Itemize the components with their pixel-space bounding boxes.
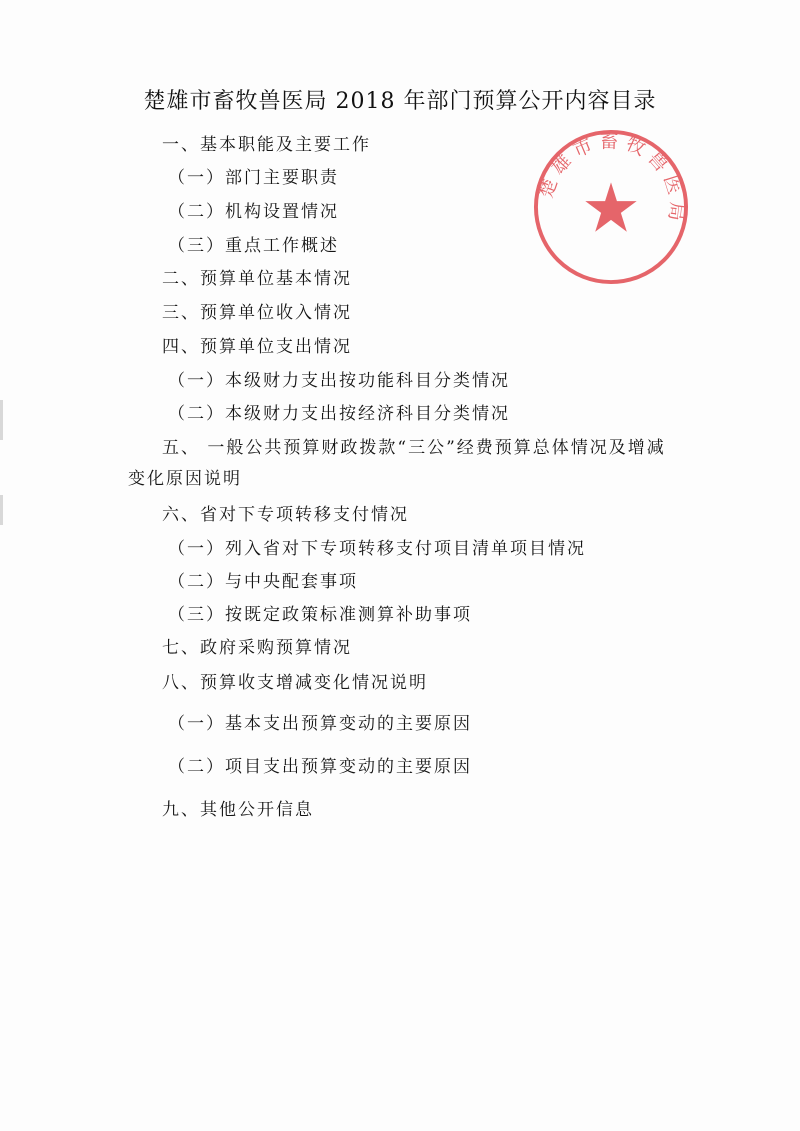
toc-item: 九、其他公开信息 xyxy=(162,800,314,820)
toc-item-continuation: 变化原因说明 xyxy=(128,469,242,489)
toc-item: 七、政府采购预算情况 xyxy=(162,638,352,658)
toc-subitem: （三）重点工作概述 xyxy=(168,236,339,256)
toc-subitem: （一）列入省对下专项转移支付项目清单项目情况 xyxy=(168,539,586,559)
toc-subitem: （二）与中央配套事项 xyxy=(168,572,358,592)
toc-subitem: （一）本级财力支出按功能科目分类情况 xyxy=(168,371,510,391)
toc-item: 六、省对下专项转移支付情况 xyxy=(162,505,409,525)
toc-item: 一、基本职能及主要工作 xyxy=(162,135,371,155)
toc-subitem: （二）本级财力支出按经济科目分类情况 xyxy=(168,404,510,424)
toc-item: 二、预算单位基本情况 xyxy=(162,269,352,289)
toc-subitem: （二）项目支出预算变动的主要原因 xyxy=(168,757,472,777)
scan-edge-mark xyxy=(0,495,3,525)
official-seal xyxy=(532,128,690,286)
scan-edge-mark xyxy=(0,400,3,440)
toc-subitem: （一）基本支出预算变动的主要原因 xyxy=(168,714,472,734)
toc-subitem: （二）机构设置情况 xyxy=(168,202,339,222)
toc-item: 四、预算单位支出情况 xyxy=(162,337,352,357)
toc-subitem: （一）部门主要职责 xyxy=(168,168,339,188)
toc-item: 三、预算单位收入情况 xyxy=(162,303,352,323)
seal-graphic xyxy=(532,128,690,286)
star-icon xyxy=(585,182,636,231)
page-title: 楚雄市畜牧兽医局 2018 年部门预算公开内容目录 xyxy=(143,89,657,114)
toc-subitem: （三）按既定政策标准测算补助事项 xyxy=(168,605,472,625)
toc-item: 五、 一般公共预算财政拨款“三公”经费预算总体情况及增减 xyxy=(162,438,666,458)
svg-text:楚雄市畜牧兽医局: 楚雄市畜牧兽医局 xyxy=(535,131,688,228)
toc-item: 八、预算收支增减变化情况说明 xyxy=(162,673,428,693)
